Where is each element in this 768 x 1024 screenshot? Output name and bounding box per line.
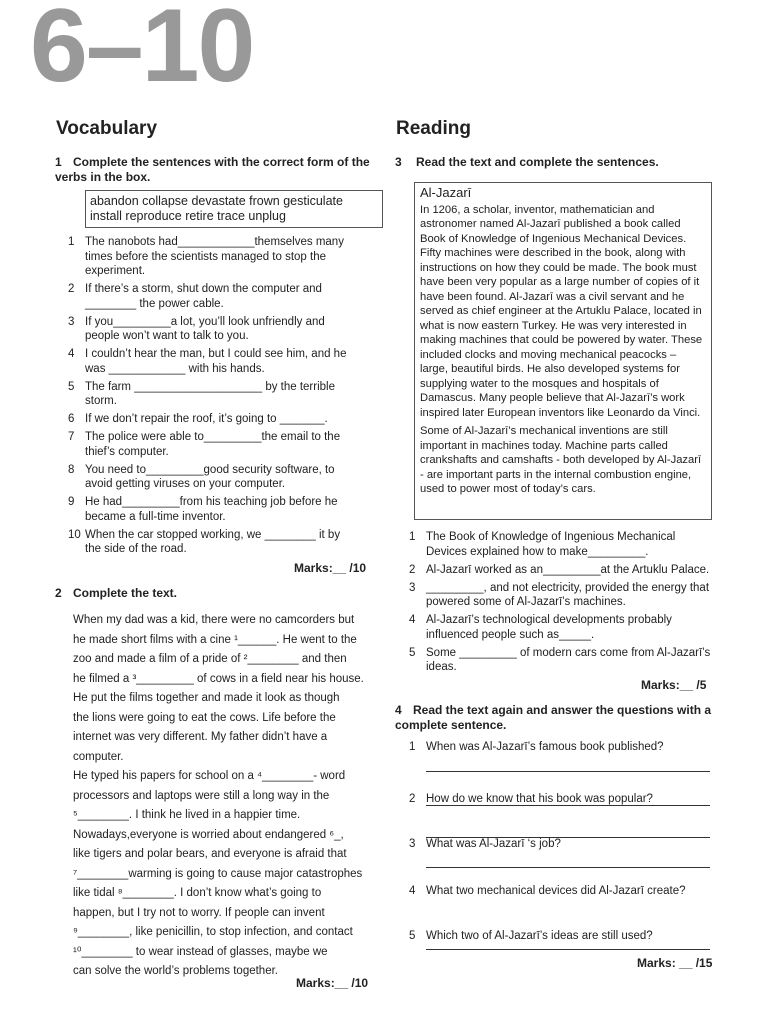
story-line: ⁵________. I think he lived in a happier time.	[73, 809, 301, 821]
task2-instruction-text: Complete the text.	[73, 586, 178, 600]
answer-line[interactable]	[426, 836, 710, 838]
item-number: 6	[68, 413, 75, 425]
question-text: What was Al-Jazarī ‘s job?	[426, 838, 561, 850]
exercise-item	[68, 495, 358, 524]
item-number: 9	[68, 496, 75, 508]
task2-marks: Marks:__ /10	[296, 976, 369, 990]
question-number: 2	[409, 792, 416, 805]
exercise-item	[409, 530, 712, 559]
story-line: the lions were going to eat the cows. Life before the	[73, 711, 336, 724]
task3-instruction	[395, 155, 725, 170]
answer-line[interactable]	[426, 770, 710, 772]
exercise-item	[68, 430, 358, 459]
item-number: 4	[68, 348, 75, 360]
word-box	[85, 190, 383, 228]
story-line: ¹⁰________ to wear instead of glasses, maybe we	[73, 945, 328, 958]
story-line: he filmed a ³_________ of cows in a field near his house.	[73, 672, 364, 685]
exercise-item	[409, 646, 712, 675]
item-text: The police were able to_________the email to the thief’s computer.	[85, 431, 341, 458]
question-text: Which two of Al-Jazarī’s ideas are still used?	[426, 930, 653, 942]
item-text: If you_________a lot, you’ll look unfriendly and people won’t want to talk to you.	[85, 315, 325, 342]
item-text: The farm ____________________ by the terrible storm.	[85, 380, 335, 407]
question-text: What two mechanical devices did Al-Jazarī create?	[426, 884, 686, 897]
reading-text-title: Al-Jazarī	[420, 185, 472, 200]
item-text: When the car stopped working, we ________ it by the side of the road.	[85, 528, 341, 555]
reading-text-box	[414, 182, 712, 520]
task3-number: 3	[395, 155, 402, 169]
story-line: happen, but I try not to worry. If people can invent	[73, 906, 325, 919]
item-number: 7	[68, 431, 75, 443]
task1-instruction-text: Complete the sentences with the correct form of the verbs in the box.	[55, 155, 370, 184]
exercise-item	[68, 380, 358, 409]
exercise-item	[409, 581, 712, 610]
item-number: 5	[409, 646, 416, 659]
question-text: When was Al-Jazarī’s famous book published?	[426, 741, 664, 753]
vocabulary-heading: Vocabulary	[56, 118, 158, 139]
item-text: He had_________from his teaching job before he became a full-time inventor.	[85, 496, 338, 523]
exercise-item	[68, 235, 358, 279]
task2-instruction	[55, 586, 375, 601]
task1-number: 1	[55, 155, 62, 169]
item-number: 2	[68, 283, 75, 295]
question-number: 1	[409, 741, 416, 753]
exercise-item	[68, 282, 358, 311]
question-number: 5	[409, 930, 416, 942]
exercise-item	[68, 528, 358, 557]
story-line: When my dad was a kid, there were no camcorders but	[73, 614, 355, 626]
story-line: internet was very different. My father didn’t have a	[73, 731, 328, 743]
item-number: 3	[409, 581, 416, 594]
task1-items	[68, 235, 358, 560]
exercise-item	[68, 463, 358, 492]
story-text	[73, 611, 378, 982]
item-text: Al-Jazarī worked as an_________at the Artuklu Palace.	[426, 563, 710, 576]
exercise-item	[409, 563, 712, 578]
item-text: You need to_________good security software, to avoid getting viruses on your computer.	[85, 463, 335, 490]
story-line: He put the films together and made it look as though	[73, 692, 340, 704]
item-number: 10	[68, 528, 81, 541]
story-line: He typed his papers for school on a ⁴________- word	[73, 770, 346, 782]
reading-paragraph: In 1206, a scholar, inventor, mathematician and astronomer named Al-Jazarī published a book called Book of Knowledge of Ingenious Mechanical Devices. Fifty machines were described in the book, along with instructions on how they could be made. The book must have been very popular as a large number of copies of it have been found. Al-Jazarī was a civil servant and he served as chief engineer at the Artuklu Palace, located in what is now eastern Turkey. He was very interested in making machines that could be powered by water. These included clocks and moving mechanical peacocks – large, beautiful birds. He also developed systems for supplying water to the mosques and hospitals of Damascus. Many people believe that Al-Jazarī’s work inspired later European inventors like Leonardo da Vinci.	[420, 203, 703, 419]
task4-number: 4	[395, 703, 402, 717]
word-box-line: install reproduce retire trace unplug	[90, 209, 286, 223]
question-number: 3	[409, 838, 416, 850]
word-box-line: abandon collapse devastate frown gesticulate	[90, 194, 343, 208]
answer-line[interactable]	[426, 866, 710, 868]
exercise-item	[409, 613, 712, 642]
question-item	[409, 837, 726, 852]
reading-heading: Reading	[396, 118, 471, 139]
question-item	[409, 884, 726, 899]
exercise-item	[68, 315, 358, 344]
exercise-item	[68, 347, 358, 376]
story-line: computer.	[73, 750, 124, 763]
story-line: like tidal ⁸________. I don’t know what’s going to	[73, 887, 322, 899]
item-number: 3	[68, 315, 75, 328]
item-number: 4	[409, 614, 416, 626]
task1-marks: Marks:__ /10	[294, 561, 367, 575]
task4-marks: Marks: __ /15	[637, 956, 713, 970]
question-number: 4	[409, 884, 416, 897]
answer-line[interactable]	[426, 804, 710, 806]
task3-marks: Marks:__ /5	[641, 678, 707, 692]
task4-instruction	[395, 703, 715, 733]
answer-line[interactable]	[426, 948, 710, 950]
task3-items	[409, 530, 712, 678]
reading-paragraph: Some of Al-Jazarī’s mechanical inventions are still important in machines today. Machine parts called crankshafts and camshafts - both developed by Al-Jazarī - are important parts in the internal combustion engine, used to power most of today’s cars.	[420, 425, 702, 495]
item-number: 5	[68, 380, 75, 393]
item-text: If there’s a storm, shut down the computer and ________ the power cable.	[85, 283, 322, 310]
story-line: ⁹________, like penicillin, to stop infection, and contact	[73, 926, 353, 938]
story-line: he made short films with a cine ¹______. He went to the	[73, 633, 357, 646]
item-text: The Book of Knowledge of Ingenious Mechanical Devices explained how to make_________.	[426, 531, 676, 558]
question-text: How do we know that his book was popular?	[426, 792, 653, 805]
item-text: If we don’t repair the roof, it’s going to _______.	[85, 413, 328, 425]
item-number: 1	[409, 531, 416, 543]
task1-instruction	[55, 155, 375, 185]
task4-instruction-text: Read the text again and answer the questions with a complete sentence.	[395, 703, 712, 732]
story-line: processors and laptops were still a long way in the	[73, 789, 330, 802]
story-line: like tigers and polar bears, and everyone is afraid that	[73, 848, 347, 860]
story-line: Nowadays,everyone is worried about endangered ⁶_,	[73, 828, 344, 841]
item-number: 1	[68, 236, 75, 248]
item-text: The nanobots had____________themselves many times before the scientists managed to stop the experiment.	[85, 236, 344, 277]
item-text: _________, and not electricity, provided the energy that powered some of Al-Jazarī’s machines.	[426, 581, 710, 608]
item-text: I couldn’t hear the man, but I could see him, and he was ____________ with his hands.	[85, 348, 347, 375]
item-text: Some _________ of modern cars come from Al-Jazarī’s ideas.	[426, 646, 711, 673]
item-text: Al-Jazarī’s technological developments probably influenced people such as_____.	[426, 614, 672, 641]
question-item	[409, 929, 726, 944]
task3-instruction-text: Read the text and complete the sentences.	[416, 155, 659, 169]
item-number: 2	[409, 563, 416, 576]
exercise-item	[68, 412, 358, 427]
task2-number: 2	[55, 586, 62, 600]
unit-number: 6–10	[30, 0, 254, 104]
story-line: zoo and made a film of a pride of ²________ and then	[73, 653, 347, 665]
question-item	[409, 740, 726, 755]
item-number: 8	[68, 463, 75, 476]
story-line: can solve the world’s problems together.	[73, 965, 278, 977]
story-line: ⁷________warming is going to cause major catastrophes	[73, 867, 363, 880]
